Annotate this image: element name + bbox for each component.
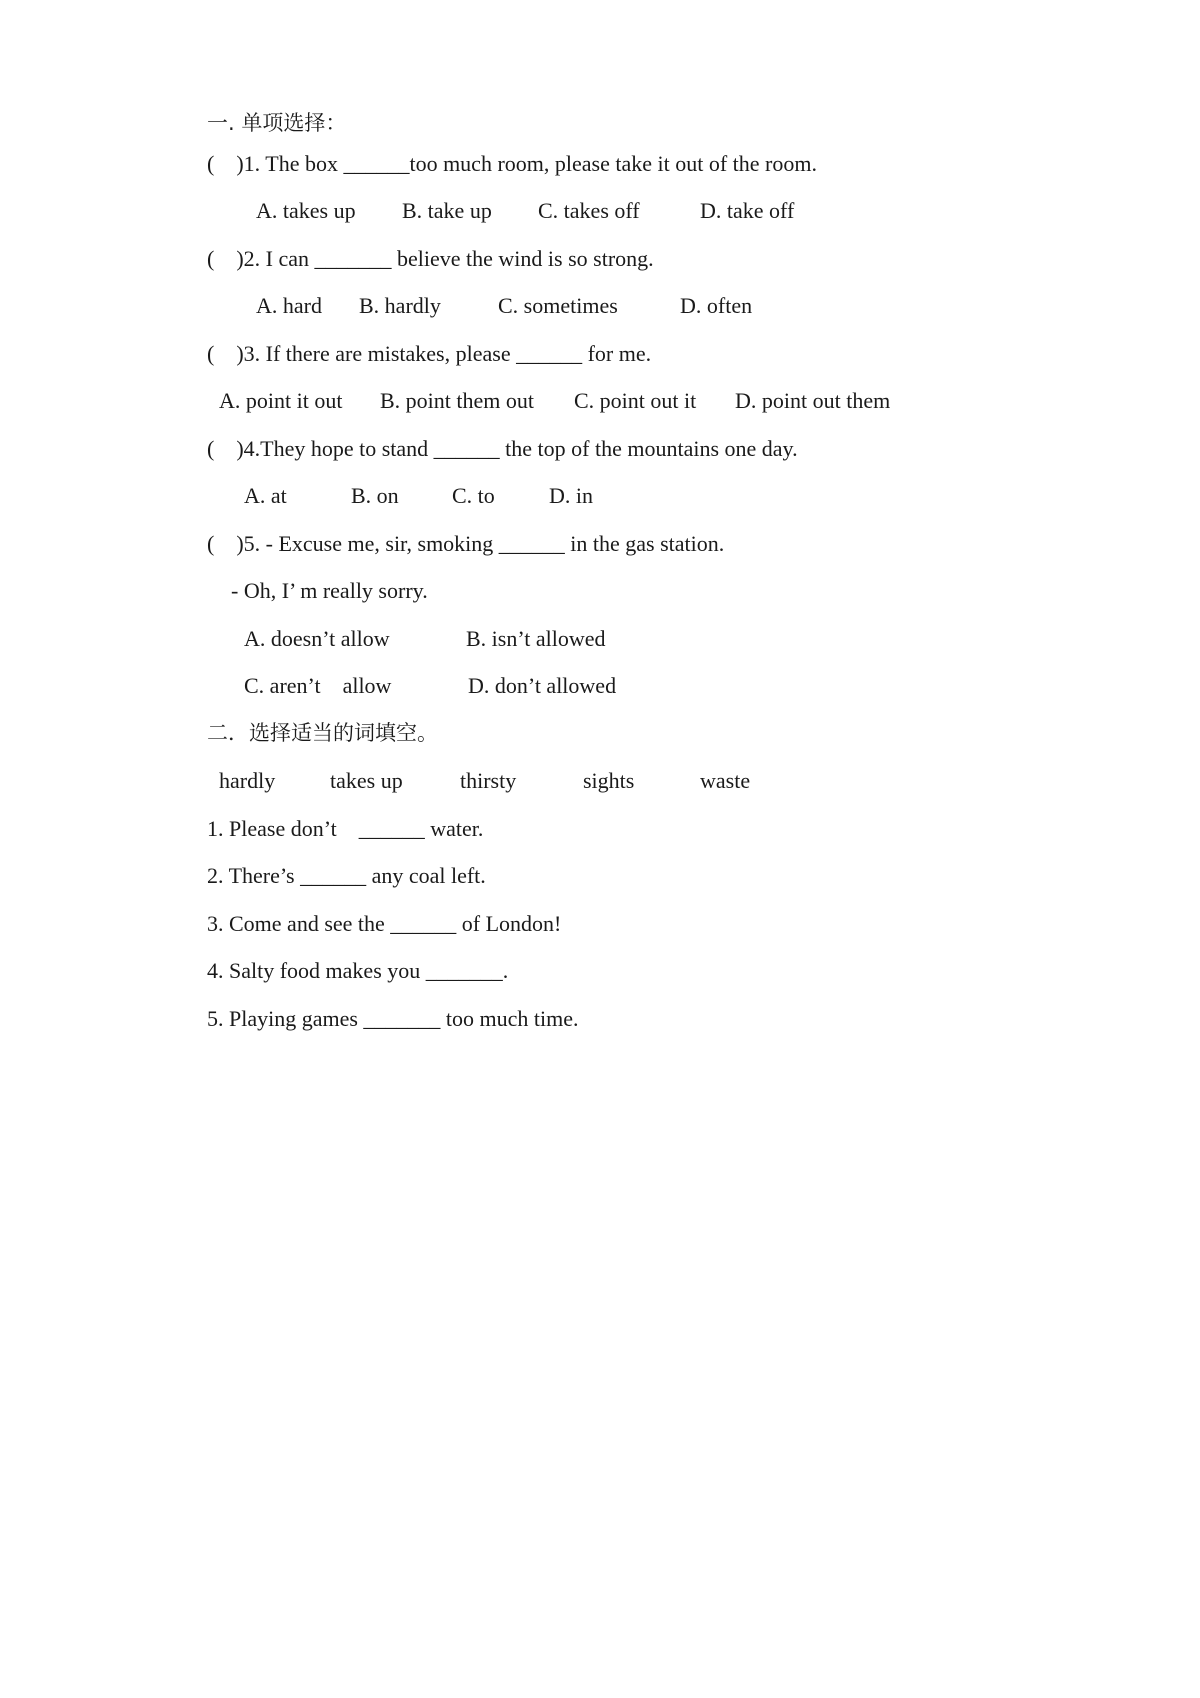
question-1-stem: ( )1. The box ______too much room, please take it out of the room. — [207, 151, 817, 176]
question-4-stem: ( )4.They hope to stand ______ the top of the mountains one day. — [207, 436, 798, 461]
question-3-stem: ( )3. If there are mistakes, please ______ for me. — [207, 341, 652, 366]
fill-in-sentence-3: 3. Come and see the ______ of London! — [207, 911, 562, 936]
question-4-option-d: D. in — [549, 483, 593, 508]
question-1-option-b: B. take up — [402, 198, 492, 223]
question-2-option-c: C. sometimes — [498, 293, 618, 318]
question-4-option-b: B. on — [351, 483, 399, 508]
question-1-option-a: A. takes up — [256, 198, 356, 223]
question-4-option-c: C. to — [452, 483, 495, 508]
question-4-option-a: A. at — [244, 483, 287, 508]
section-2-heading: 二．选择适当的词填空。 — [207, 721, 438, 745]
section-1-heading: 一. 单项选择： — [207, 111, 347, 135]
question-2-option-a: A. hard — [256, 293, 322, 318]
fill-in-sentence-1: 1. Please don’t ______ water. — [207, 816, 484, 841]
fill-in-sentence-2: 2. There’s ______ any coal left. — [207, 863, 486, 888]
question-5-option-d: D. don’t allowed — [468, 673, 617, 698]
question-5-option-a: A. doesn’t allow — [244, 626, 390, 651]
fill-in-sentence-5: 5. Playing games _______ too much time. — [207, 1006, 579, 1031]
question-5-option-c: C. aren’t allow — [244, 673, 392, 698]
question-5-reply: - Oh, I’ m really sorry. — [231, 578, 428, 603]
word-bank-item: sights — [583, 768, 635, 793]
question-2-stem: ( )2. I can _______ believe the wind is so strong. — [207, 246, 654, 271]
question-3-option-b: B. point them out — [380, 388, 534, 413]
word-bank-item: takes up — [330, 768, 403, 793]
question-5-option-b: B. isn’t allowed — [466, 626, 606, 651]
question-1-option-d: D. take off — [700, 198, 795, 223]
question-3-option-a: A. point it out — [219, 388, 343, 413]
fill-in-sentence-4: 4. Salty food makes you _______. — [207, 958, 509, 983]
question-5-stem: ( )5. - Excuse me, sir, smoking ______ in the gas station. — [207, 531, 725, 556]
question-3-option-c: C. point out it — [574, 388, 697, 413]
word-bank-item: waste — [700, 768, 751, 793]
question-2-option-d: D. often — [680, 293, 753, 318]
question-3-option-d: D. point out them — [735, 388, 891, 413]
word-bank-item: thirsty — [460, 768, 517, 793]
word-bank-item: hardly — [219, 768, 276, 793]
question-1-option-c: C. takes off — [538, 198, 640, 223]
question-2-option-b: B. hardly — [359, 293, 441, 318]
